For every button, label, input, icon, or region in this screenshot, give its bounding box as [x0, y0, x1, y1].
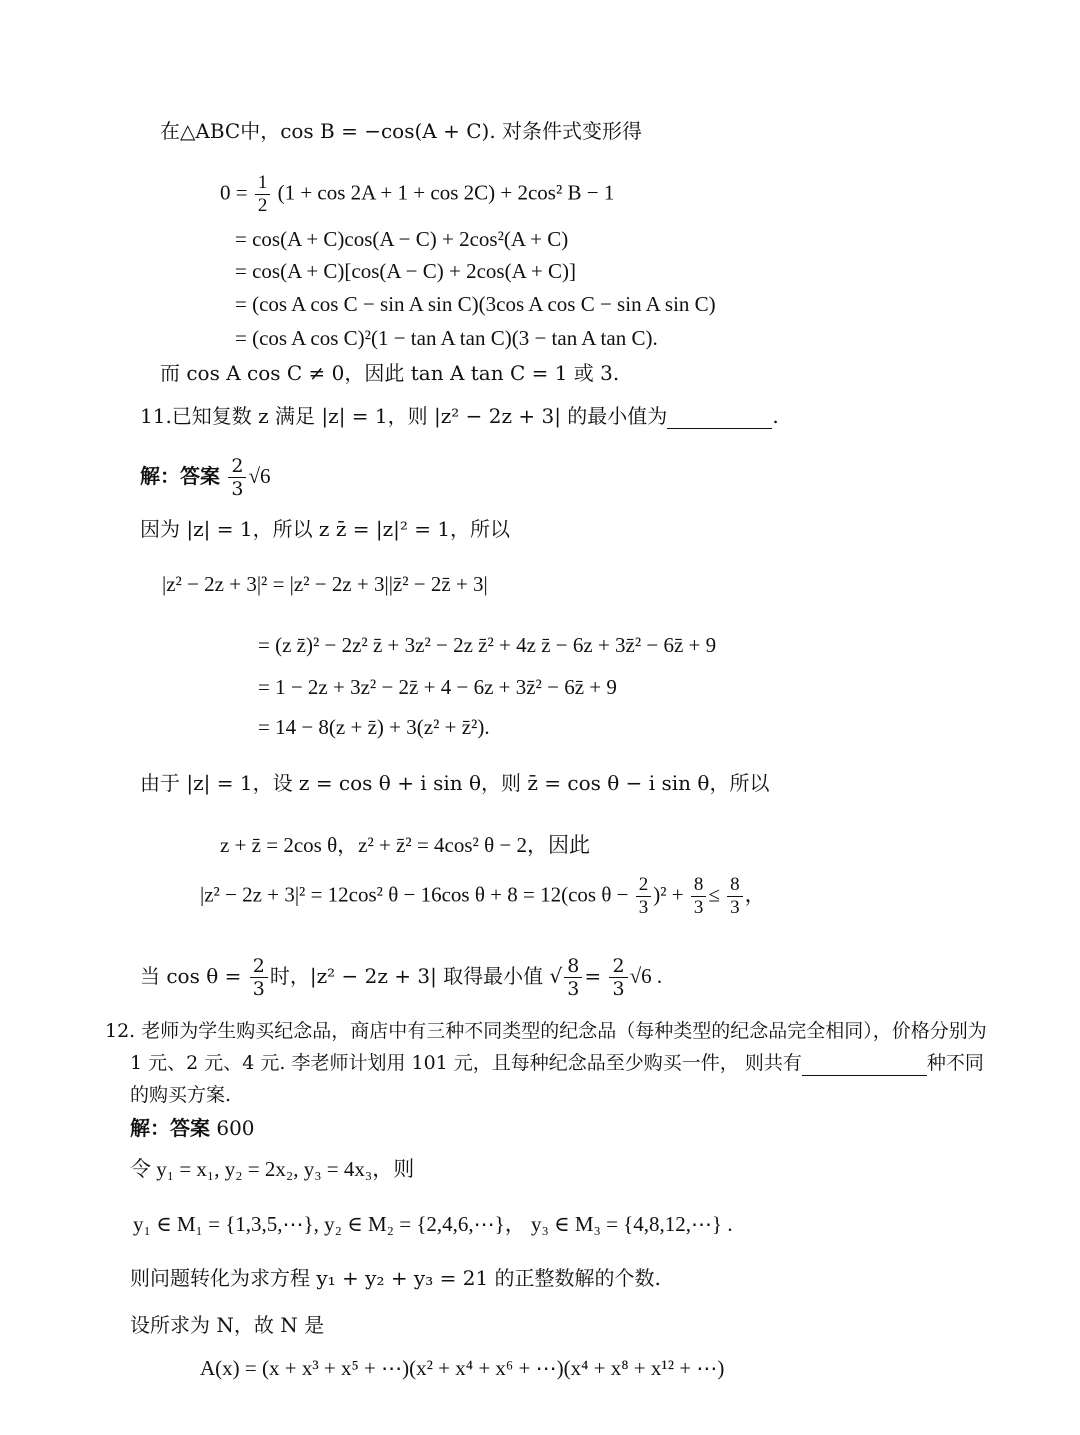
problem-11-text: 11.已知复数 z 满足 |z| = 1，则 |z² − 2z + 3| 的最小值为 — [140, 404, 668, 428]
sqrt-six: √6 — [248, 464, 271, 488]
minimum-text: 时，|z² − 2z + 3| 取得最小值 √ — [269, 964, 563, 988]
equals-sign: = — [584, 964, 602, 988]
sqrt-six: √6 . — [629, 964, 663, 988]
problem-12-suffix: 种不同 — [926, 1052, 984, 1074]
fraction-two-thirds: $\frac{2}{3}$ — [636, 874, 652, 919]
fraction-two-thirds: $\frac{2}{3}$ — [250, 955, 268, 1000]
derivation-line-4: = (cos A cos C − sin A sin C)(3cos A cos C − sin A sin C) — [235, 292, 716, 316]
fraction-eight-thirds: $\frac{8}{3}$ — [727, 874, 743, 919]
answer-value: 600 — [216, 1116, 255, 1140]
substitution-line: 令 y₁ = x₁, y₂ = 2x₂, y₃ = 4x₃，则 — [130, 1157, 415, 1181]
period: . — [772, 404, 779, 428]
problem-12-line-1: 12. 老师为学生购买纪念品，商店中有三种不同类型的纪念品（每种类型的纪念品完全相同），价格分别为 — [105, 1020, 987, 1042]
fraction-two-thirds: $\frac{2}{3}$ — [609, 955, 627, 1000]
reduction-line: 则问题转化为求方程 y₁ + y₂ + y₃ = 21 的正整数解的个数. — [130, 1266, 661, 1290]
solution-line-7: z + z̄ = 2cos θ，z² + z̄² = 4cos² θ − 2，因此 — [220, 833, 590, 857]
derivation-line-3: = cos(A + C)[cos(A − C) + 2cos(A + C)] — [235, 259, 576, 283]
problem-12-line-3: 的购买方案. — [130, 1084, 232, 1106]
when-cos-text: 当 cos θ = — [140, 964, 242, 988]
fraction-one-half: $\frac{1}{2}$ — [255, 172, 271, 217]
fraction-eight-thirds: $\frac{8}{3}$ — [691, 874, 707, 919]
answer-label: 解：答案 — [140, 464, 220, 488]
fraction-two-thirds: $\frac{2}{3}$ — [228, 455, 246, 500]
solution-line-1: 因为 |z| = 1，所以 z z̄ = |z|² = 1，所以 — [140, 517, 511, 541]
let-n-line: 设所求为 N，故 N 是 — [130, 1313, 325, 1337]
derivation-line-5: = (cos A cos C)²(1 − tan A tan C)(3 − tan A tan C). — [235, 326, 658, 350]
derivation-line-2: = cos(A + C)cos(A − C) + 2cos²(A + C) — [235, 227, 569, 251]
solution-line-6: 由于 |z| = 1，设 z = cos θ + i sin θ，则 z̄ = cos θ − i sin θ，所以 — [140, 771, 770, 795]
answer-label: 解：答案 — [130, 1116, 210, 1140]
answer-blank — [667, 410, 772, 429]
solution-line-5: = 14 − 8(z + z̄) + 3(z² + z̄²). — [258, 715, 490, 739]
inequality-part-2: )² + — [653, 882, 684, 907]
problem-11-statement — [140, 403, 779, 429]
problem-12-answer — [130, 1115, 255, 1141]
solution-line-3: = (z z̄)² − 2z² z̄ + 3z² − 2z z̄² + 4z z̄ − 6z + 3z̄² − 6z̄ + 9 — [258, 633, 717, 657]
sets-line: y₁ ∈ M₁ = {1,3,5,⋯}, y₂ ∈ M₂ = {2,4,6,⋯}， y₃ ∈ M₃ = {4,8,12,⋯} . — [133, 1212, 733, 1236]
inequality-part-1: |z² − 2z + 3|² = 12cos² θ − 16cos θ + 8 = 12(cos θ − — [200, 882, 629, 907]
triangle-condition-line: 在△ABC中，cos B = −cos(A + C). 对条件式变形得 — [160, 119, 643, 143]
answer-blank — [802, 1057, 927, 1076]
fraction-eight-thirds: $\frac{8}{3}$ — [564, 955, 582, 1000]
solution-line-4: = 1 − 2z + 3z² − 2z̄ + 4 − 6z + 3z̄² − 6z̄ + 9 — [258, 675, 617, 699]
solution-line-8 — [200, 874, 766, 919]
problem-11-answer — [140, 455, 270, 500]
equation-rhs: (1 + cos 2A + 1 + cos 2C) + 2cos² B − 1 — [277, 180, 615, 205]
generating-function-line: A(x) = (x + x³ + x⁵ + ⋯)(x² + x⁴ + x⁶ + ⋯)(x⁴ + x⁸ + x¹² + ⋯) — [200, 1356, 725, 1380]
conclusion-line: 而 cos A cos C ≠ 0，因此 tan A tan C = 1 或 3. — [160, 361, 620, 385]
comma: ， — [744, 882, 766, 907]
problem-12-line-2 — [130, 1050, 984, 1076]
solution-line-9 — [140, 955, 662, 1000]
problem-12-text: 1 元、2 元、4 元. 李老师计划用 101 元，且每种纪念品至少购买一件， 则共有 — [130, 1052, 802, 1074]
equation-lhs: 0 = — [220, 180, 248, 205]
leq-sign: ≤ — [708, 882, 720, 907]
derivation-line-1 — [220, 172, 614, 217]
solution-line-2: |z² − 2z + 3|² = |z² − 2z + 3||z̄² − 2z̄ + 3| — [162, 572, 488, 596]
